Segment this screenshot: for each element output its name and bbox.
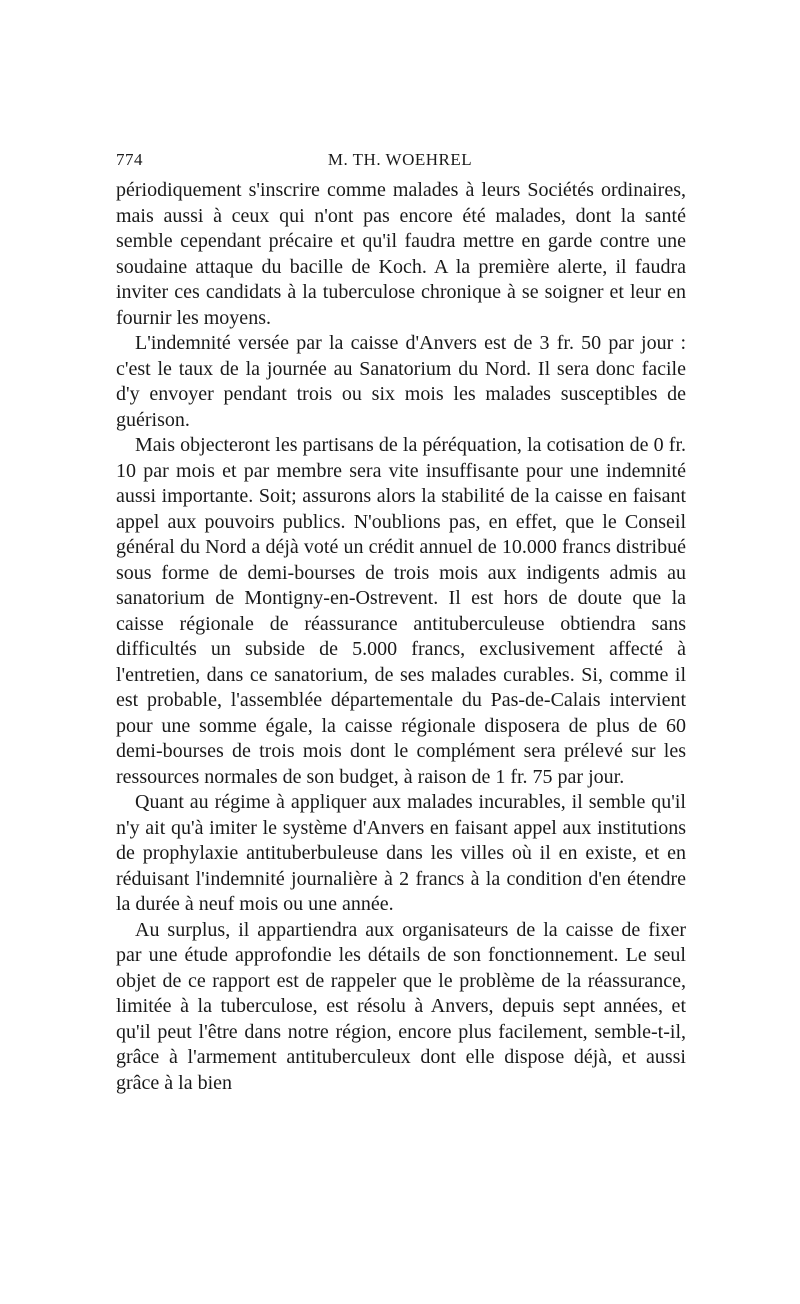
paragraph: Mais objecteront les partisans de la péréquation, la cotisation de 0 fr. 10 par mois et par membre sera vite insuffisante pour une indemnité aussi importante. Soit; assurons alors la stabilité de la caisse en faisant appel aux pouvoirs publics. N'oublions pas, en effet, que le Conseil général du Nord a déjà voté un crédit annuel de 10.000 francs distribué sous forme de demi-bourses de trois mois aux indigents admis au sanatorium de Montigny-en-Ostrevent. Il est hors de doute que la caisse régionale de réassurance antituberculeuse obtiendra sans difficultés un subside de 5.000 francs, exclusivement affecté à l'entretien, dans ce sanatorium, de ses malades curables. Si, comme il est probable, l'assemblée départementale du Pas-de-Calais intervient pour une somme égale, la caisse régionale disposera de plus de 60 demi-bourses de trois mois dont le complément sera prélevé sur les ressources normales de son budget, à raison de 1 fr. 75 par jour. — [116, 434, 686, 788]
paragraph: L'indemnité versée par la caisse d'Anvers est de 3 fr. 50 par jour : c'est le taux de la journée au Sanatorium du Nord. Il sera donc facile d'y envoyer pendant trois ou six mois les malades susceptibles de guérison. — [116, 332, 686, 431]
body-text — [116, 178, 686, 1096]
page-number: 774 — [116, 150, 143, 169]
paragraph: Quant au régime à appliquer aux malades incurables, il semble qu'il n'y ait qu'à imiter le système d'Anvers en faisant appel aux institutions de prophylaxie antituberbuleuse dans les villes où il en existe, et en réduisant l'indemnité journalière à 2 francs à la condition d'en étendre la durée à neuf mois ou une année. — [116, 791, 686, 915]
paragraph: périodiquement s'inscrire comme malades à leurs Sociétés ordinaires, mais aussi à ceux qui n'ont pas encore été malades, dont la santé semble cependant précaire et qu'il faudra mettre en garde contre une soudaine attaque du bacille de Koch. A la première alerte, il faudra inviter ces candidats à la tuberculose chronique à se soigner et leur en fournir les moyens. — [116, 179, 686, 329]
running-header — [116, 150, 684, 172]
paragraph: Au surplus, il appartiendra aux organisateurs de la caisse de fixer par une étude approfondie les détails de son fonctionnement. Le seul objet de ce rapport est de rappeler que le problème de la réassurance, limitée à la tuberculose, est résolu à Anvers, depuis sept années, et qu'il peut l'être dans notre région, encore plus facilement, semble-t-il, grâce à l'armement antituberculeux dont elle dispose déjà, et aussi grâce à la bien — [116, 918, 686, 1094]
running-title: M. TH. WOEHREL — [327, 150, 473, 169]
